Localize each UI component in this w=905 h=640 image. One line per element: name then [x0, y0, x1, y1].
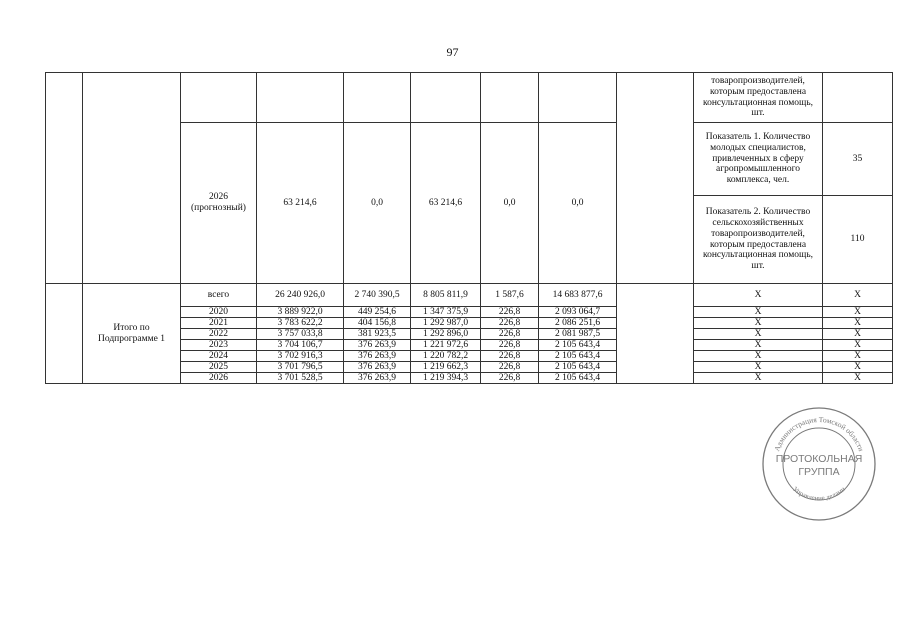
cell-x: X: [823, 329, 893, 340]
cell-local: 226,8: [481, 351, 539, 362]
cell-local: 226,8: [481, 318, 539, 329]
cell-x: X: [823, 351, 893, 362]
cell-regional: 1 220 782,2: [411, 351, 481, 362]
cell-total: 3 757 033,8: [257, 329, 344, 340]
cell-total: 26 240 926,0: [257, 284, 344, 307]
cell-x: X: [694, 362, 823, 373]
cell-x: X: [694, 351, 823, 362]
cell-regional: 8 805 811,9: [411, 284, 481, 307]
table-row: [46, 73, 893, 123]
cell-federal: 376 263,9: [344, 373, 411, 384]
forecast-local: 0,0: [481, 123, 539, 284]
cell-regional: 1 292 987,0: [411, 318, 481, 329]
cell-extra: 2 105 643,4: [539, 373, 617, 384]
cell-local: 226,8: [481, 329, 539, 340]
cell-total: 3 783 622,2: [257, 318, 344, 329]
cell-year: 2024: [181, 351, 257, 362]
cell-total: 3 701 528,5: [257, 373, 344, 384]
cell-year: всего: [181, 284, 257, 307]
cell-regional: 1 219 394,3: [411, 373, 481, 384]
forecast-extra: 0,0: [539, 123, 617, 284]
cell-x: X: [823, 318, 893, 329]
cell-x: X: [823, 340, 893, 351]
cell-extra: 2 105 643,4: [539, 362, 617, 373]
cell-total: 3 889 922,0: [257, 307, 344, 318]
cell-local: 226,8: [481, 362, 539, 373]
cell-federal: 381 923,5: [344, 329, 411, 340]
cell-year: 2020: [181, 307, 257, 318]
cell-x: X: [694, 318, 823, 329]
cell-federal: 376 263,9: [344, 340, 411, 351]
forecast-regional: 63 214,6: [411, 123, 481, 284]
cell-extra: 2 105 643,4: [539, 351, 617, 362]
cell-regional: 1 292 896,0: [411, 329, 481, 340]
stamp-center-line2: ГРУППА: [798, 466, 840, 478]
indicator-cell: товаропроизводителей, которым предоставлена консультационная помощь, шт.: [694, 73, 823, 123]
stamp-center-line1: ПРОТОКОЛЬНАЯ: [775, 453, 863, 465]
cell-extra: 2 093 064,7: [539, 307, 617, 318]
cell-x: X: [823, 307, 893, 318]
forecast-year: 2026 (прогнозный): [181, 123, 257, 284]
cell-extra: 2 086 251,6: [539, 318, 617, 329]
indicator-value: 110: [823, 196, 893, 284]
cell-year: 2026: [181, 373, 257, 384]
cell-extra: 2 105 643,4: [539, 340, 617, 351]
official-stamp: [760, 405, 878, 523]
cell-extra: 2 081 987,5: [539, 329, 617, 340]
cell-year: 2022: [181, 329, 257, 340]
cell-x: X: [823, 362, 893, 373]
cell-year: 2021: [181, 318, 257, 329]
cell-federal: 404 156,8: [344, 318, 411, 329]
table-row: [46, 284, 893, 307]
cell-regional: 1 347 375,9: [411, 307, 481, 318]
cell-year: 2025: [181, 362, 257, 373]
totals-label: Итого по Подпрограмме 1: [83, 284, 181, 384]
cell-regional: 1 219 662,3: [411, 362, 481, 373]
forecast-total: 63 214,6: [257, 123, 344, 284]
cell-total: 3 701 796,5: [257, 362, 344, 373]
cell-local: 1 587,6: [481, 284, 539, 307]
cell-year: 2023: [181, 340, 257, 351]
cell-x: X: [694, 329, 823, 340]
cell-x: X: [694, 307, 823, 318]
cell-federal: 376 263,9: [344, 351, 411, 362]
cell-local: 226,8: [481, 340, 539, 351]
cell-federal: 449 254,6: [344, 307, 411, 318]
cell-x: X: [694, 340, 823, 351]
cell-extra: 14 683 877,6: [539, 284, 617, 307]
cell-x: X: [694, 284, 823, 307]
cell-federal: 2 740 390,5: [344, 284, 411, 307]
cell-total: 3 702 916,3: [257, 351, 344, 362]
cell-federal: 376 263,9: [344, 362, 411, 373]
cell-x: X: [823, 284, 893, 307]
cell-local: 226,8: [481, 373, 539, 384]
cell-x: X: [694, 373, 823, 384]
stamp-bottom-text: Управление делами: [791, 485, 847, 503]
cell-total: 3 704 106,7: [257, 340, 344, 351]
cell-local: 226,8: [481, 307, 539, 318]
page-number: 97: [446, 45, 459, 59]
cell-regional: 1 221 972,6: [411, 340, 481, 351]
forecast-federal: 0,0: [344, 123, 411, 284]
stamp-ring-text: Администрация Томской области: [772, 414, 866, 453]
cell-x: X: [823, 373, 893, 384]
indicator-cell: Показатель 1. Количество молодых специалистов, привлеченных в сферу агропромышленного комплекса, чел.: [694, 123, 823, 196]
indicator-value: 35: [823, 123, 893, 196]
indicator-cell: Показатель 2. Количество сельскохозяйственных товаропроизводителей, которым предоставлена консультационная помощь, шт.: [694, 196, 823, 284]
program-table: [45, 72, 893, 384]
